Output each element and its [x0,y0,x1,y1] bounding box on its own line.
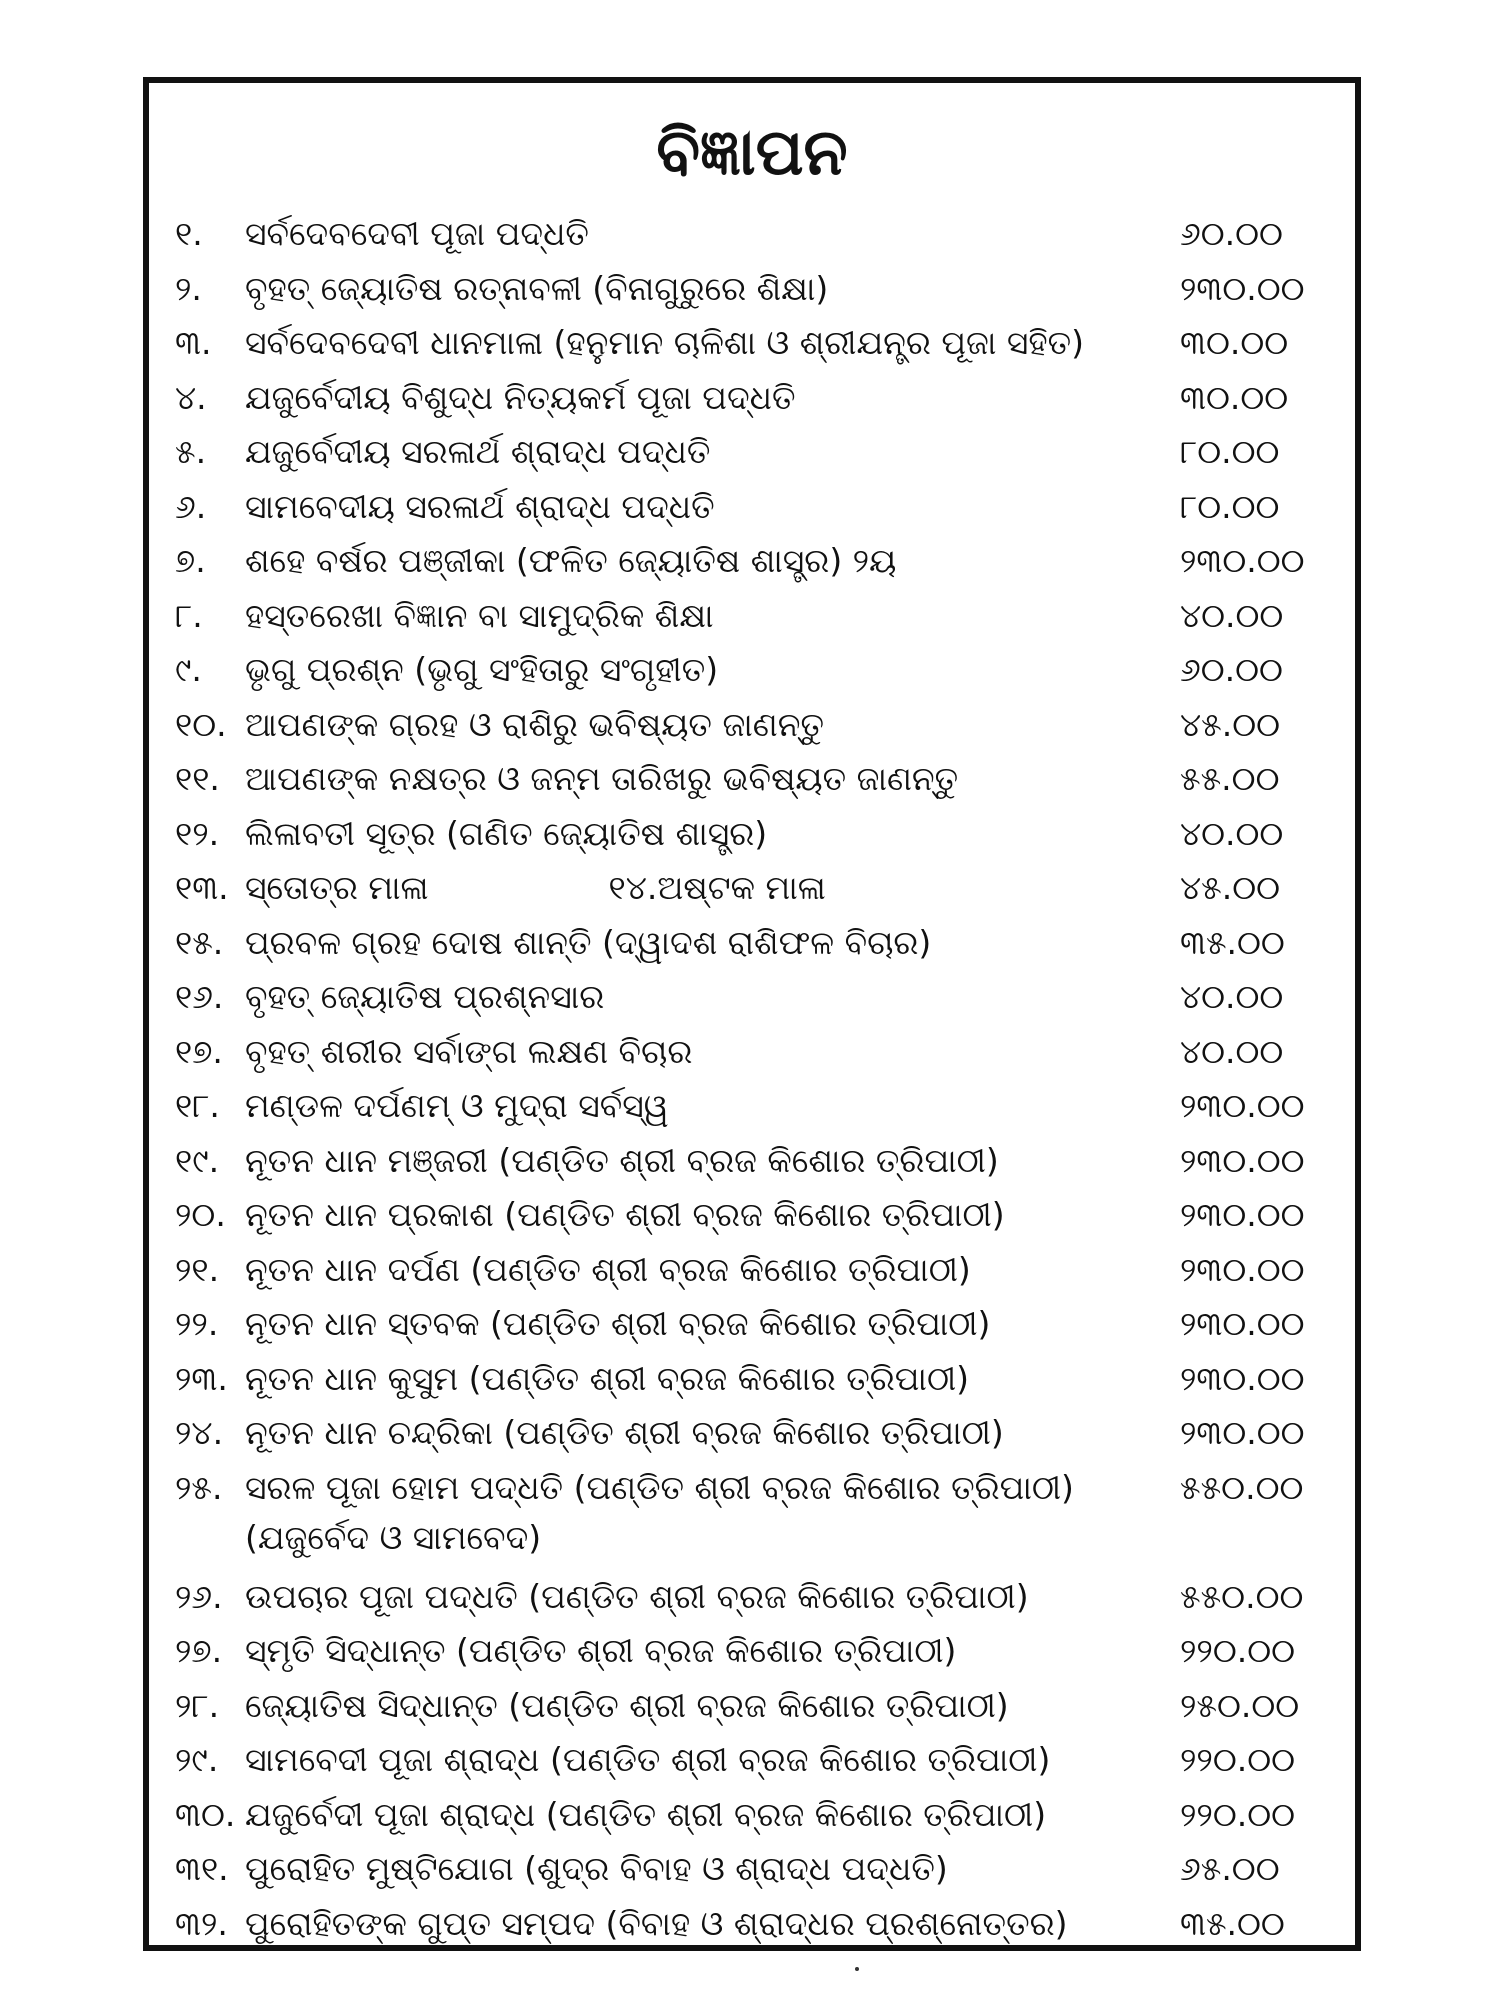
item-title-block [245,482,1170,532]
item-title: ଲିଳାବତୀ ସୂତ୍ର (ଗଣିତ ଜ୍ୟୋତିଷ ଶାସ୍ତ୍ର) [245,813,768,853]
item-price: ୨୩୦.୦୦ [1180,1086,1305,1125]
item-price: ୬୦.୦୦ [1180,650,1283,689]
item-title-block [245,318,1170,368]
item-number: ୨୭. [175,1631,223,1670]
item-title-block [245,1136,1170,1186]
item-price: ୨୩୦.୦୦ [1180,1413,1305,1452]
item-price: ୬୦.୦୦ [1180,214,1283,253]
item-price: ୩୦.୦୦ [1180,377,1289,417]
list-item [175,972,1335,1027]
item-number: ୮. [175,595,203,635]
item-number: ୧୫. [175,922,224,962]
item-title-block [245,1844,1170,1894]
item-title: ଯଜୁର୍ବେଦୀୟ ବିଶୁଦ୍ଧ ନିତ୍ୟକର୍ମ ପୂଜା ପଦ୍ଧତି [245,377,796,417]
list-item [175,536,1335,591]
item-number: ୨୧. [175,1249,220,1289]
item-price: ୨୨୦.୦୦ [1180,1794,1296,1834]
item-number: ୨୨. [175,1304,219,1343]
item-number: ୧୭. [175,1031,223,1071]
item-title: ପୁରୋହିତଙ୍କ ଗୁପ୍ତ ସମ୍ପଦ (ବିବାହ ଓ ଶ୍ରାଦ୍ଧର ପ୍ରଶ୍ନୋତ୍ତର) [245,1903,1068,1943]
list-item [175,264,1335,319]
list-item [175,373,1335,428]
item-number: ୨୪. [175,1413,224,1452]
item-title: ସ୍ମୃତି ସିଦ୍ଧାନ୍ତ (ପଣ୍ଡିତ ଶ୍ରୀ ବ୍ରଜ କିଶୋର ତ୍ରିପାଠୀ) [245,1631,957,1670]
item-number: ୨. [175,268,202,308]
item-title: ସ୍ତୋତ୍ର ମାଳା [245,868,429,907]
item-title-block [245,645,1170,695]
item-title: ମଣ୍ଡଳ ଦର୍ପଣମ୍ ଓ ମୁଦ୍ରା ସର୍ବସ୍ୱ [245,1086,669,1125]
list-item [175,1081,1335,1136]
item-number: ୫. [175,432,207,471]
list-item [175,1354,1335,1409]
item-title-block [245,918,1170,968]
advertisement-frame [143,77,1361,1951]
item-title: ପ୍ରବଳ ଗ୍ରହ ଦୋଷ ଶାନ୍ତି (ଦ୍ୱାଦଶ ରାଶିଫଳ ବିଚାର) [245,922,932,962]
list-item [175,700,1335,755]
item-price: ୨୩୦.୦୦ [1180,1195,1305,1234]
page-title: ବିଜ୍ଞାପନ [656,116,848,190]
item-number: ୧୧. [175,759,220,798]
list-item [175,1844,1335,1899]
list-item [175,1681,1335,1736]
list-item [175,1299,1335,1354]
item-number: ୧୨. [175,813,220,853]
item-title: ଭୃଗୁ ପ୍ରଶ୍ନ (ଭୃଗୁ ସଂହିତାରୁ ସଂଗୃହୀତ) [245,650,719,689]
item-title: ଆପଣଙ୍କ ନକ୍ଷତ୍ର ଓ ଜନ୍ମ ତାରିଖରୁ ଭବିଷ୍ୟତ ଜାଣନ୍ତୁ [245,759,959,798]
list-item [175,1136,1335,1191]
item-number: ୭. [175,541,206,580]
item-title-block [245,1463,1170,1563]
item-number: ୨୫. [175,1467,223,1507]
item-title-block [245,1245,1170,1295]
list-item [175,1735,1335,1790]
item-title-block [245,1681,1170,1731]
item-number: ୧୬. [175,977,224,1016]
item-number: ୬. [175,486,207,526]
item-title: ନୂତନ ଧାନ ଚନ୍ଦ୍ରିକା (ପଣ୍ଡିତ ଶ୍ରୀ ବ୍ରଜ କିଶୋର ତ୍ରିପାଠୀ) [245,1413,1004,1452]
item-title-block [245,1299,1170,1349]
item-title-block [245,1408,1170,1458]
item-title: ନୂତନ ଧାନ ଦର୍ପଣ (ପଣ୍ଡିତ ଶ୍ରୀ ବ୍ରଜ କିଶୋର ତ୍ରିପାଠୀ) [245,1249,971,1289]
item-price: ୨୩୦.୦୦ [1180,541,1305,580]
item-price: ୩୦.୦୦ [1180,323,1289,362]
item-title-line2: (ଯଜୁର୍ବେଦ ଓ ସାମବେଦ) [245,1517,542,1557]
item-title: ବୃହତ୍ ଜ୍ୟୋତିଷ ପ୍ରଶ୍ନସାର [245,977,605,1016]
item-title: ସାମବେଦୀୟ ସରଳାର୍ଥ ଶ୍ରାଦ୍ଧ ପଦ୍ଧତି [245,486,715,526]
item-price: ୪୦.୦୦ [1180,813,1284,853]
item-title: ନୂତନ ଧାନ ମଞ୍ଜରୀ (ପଣ୍ଡିତ ଶ୍ରୀ ବ୍ରଜ କିଶୋର ତ୍ରିପାଠୀ) [245,1140,999,1180]
item-title: ଉପଚାର ପୂଜା ପଦ୍ଧତି (ପଣ୍ଡିତ ଶ୍ରୀ ବ୍ରଜ କିଶୋର ତ୍ରିପାଠୀ) [245,1576,1029,1616]
item-number: ୧୩. [175,868,229,907]
list-item [175,809,1335,864]
item-price: ୬୫.୦୦ [1180,1849,1280,1888]
item-number: ୪. [175,377,207,417]
item-price: ୫୫୦.୦୦ [1180,1467,1304,1507]
item-number: ୧୦. [175,704,227,744]
item-number: ୨୦. [175,1195,226,1234]
item-price: ୩୫.୦୦ [1180,922,1285,962]
list-item [175,318,1335,373]
item-title-block [245,427,1170,477]
item-title: ଯଜୁର୍ବେଦୀୟ ସରଳାର୍ଥ ଶ୍ରାଦ୍ଧ ପଦ୍ଧତି [245,432,711,471]
item-number: ୨୩. [175,1358,228,1398]
item-number: ୧୯. [175,1140,220,1180]
list-item [175,1027,1335,1082]
list-item [175,1572,1335,1627]
item-title-block [245,591,1170,641]
item-price: ୨୩୦.୦୦ [1180,268,1305,308]
list-item [175,1626,1335,1681]
item-title: ଯଜୁର୍ବେଦୀ ପୂଜା ଶ୍ରାଦ୍ଧ (ପଣ୍ଡିତ ଶ୍ରୀ ବ୍ରଜ କିଶୋର ତ୍ରିପାଠୀ) [245,1794,1047,1834]
item-price: ୨୩୦.୦୦ [1180,1304,1305,1343]
item-title-block [245,863,1170,913]
item-number: ୨୯. [175,1740,219,1779]
item-title-block [245,1899,1170,1949]
item-title-secondary: ୧୪.ଅଷ୍ଟକ ମାଳା [608,868,826,907]
item-price: ୫୫୦.୦୦ [1180,1576,1304,1616]
item-title: ବୃହତ୍ ଜ୍ୟୋତିଷ ରତ୍ନାବଳୀ (ବିନାଗୁରୁରେ ଶିକ୍ଷା) [245,268,829,308]
item-price: ୪୦.୦୦ [1180,977,1284,1016]
item-title: ବୃହତ୍ ଶରୀର ସର୍ବାଙ୍ଗ ଲକ୍ଷଣ ବିଚାର [245,1031,693,1071]
list-item [175,427,1335,482]
item-title-block [245,700,1170,750]
item-price: ୨୩୦.୦୦ [1180,1140,1305,1180]
item-price: ୪୦.୦୦ [1180,595,1284,635]
item-title-block [245,1081,1170,1131]
item-title: ନୂତନ ଧାନ କୁସୁମ (ପଣ୍ଡିତ ଶ୍ରୀ ବ୍ରଜ କିଶୋର ତ୍ରିପାଠୀ) [245,1358,970,1398]
item-title: ନୂତନ ଧାନ ପ୍ରକାଶ (ପଣ୍ଡିତ ଶ୍ରୀ ବ୍ରଜ କିଶୋର ତ୍ରିପାଠୀ) [245,1195,1005,1234]
item-number: ୩. [175,323,212,362]
item-title-block [245,1027,1170,1077]
item-number: ୩୨. [175,1903,228,1943]
item-price: ୩୫.୦୦ [1180,1903,1285,1943]
item-number: ୩୦. [175,1794,236,1834]
item-title-block [245,754,1170,804]
list-item [175,1463,1335,1572]
item-price: ୨୨୦.୦୦ [1180,1631,1296,1670]
item-title: ସାମବେଦୀ ପୂଜା ଶ୍ରାଦ୍ଧ (ପଣ୍ଡିତ ଶ୍ରୀ ବ୍ରଜ କିଶୋର ତ୍ରିପାଠୀ) [245,1740,1051,1779]
item-title: ସର୍ବଦେବଦେବୀ ପୂଜା ପଦ୍ଧତି [245,214,589,253]
item-title: ନୂତନ ଧାନ ସ୍ତବକ (ପଣ୍ଡିତ ଶ୍ରୀ ବ୍ରଜ କିଶୋର ତ୍ରିପାଠୀ) [245,1304,991,1343]
item-number: ୨୮. [175,1685,220,1725]
list-item [175,863,1335,918]
list-item [175,209,1335,264]
list-item [175,1899,1335,1954]
item-price: ୪୦.୦୦ [1180,1031,1284,1071]
item-title: ସରଳ ପୂଜା ହୋମ ପଦ୍ଧତି (ପଣ୍ଡିତ ଶ୍ରୀ ବ୍ରଜ କିଶୋର ତ୍ରିପାଠୀ) [245,1467,1074,1507]
item-title: ପୁରୋହିତ ମୁଷ୍ଟିଯୋଗ (ଶୁଦ୍ର ବିବାହ ଓ ଶ୍ରାଦ୍ଧ ପଦ୍ଧତି) [245,1849,948,1888]
item-title: ହସ୍ତରେଖା ବିଜ୍ଞାନ ବା ସାମୁଦ୍ରିକ ଶିକ୍ଷା [245,595,714,635]
item-title: ଜ୍ୟୋତିଷ ସିଦ୍ଧାନ୍ତ (ପଣ୍ଡିତ ଶ୍ରୀ ବ୍ରଜ କିଶୋର ତ୍ରିପାଠୀ) [245,1685,1009,1725]
list-item [175,754,1335,809]
item-price: ୮୦.୦୦ [1180,486,1280,526]
item-title: ଶହେ ବର୍ଷର ପଞ୍ଜୀକା (ଫଳିତ ଜ୍ୟୋତିଷ ଶାସ୍ତ୍ର) ୨ୟ [245,541,897,580]
list-item [175,1245,1335,1300]
item-title-block [245,1735,1170,1785]
item-title-block [245,1626,1170,1676]
book-price-list [175,209,1335,1953]
item-price: ୪୫.୦୦ [1180,868,1281,907]
item-price: ୨୩୦.୦୦ [1180,1358,1305,1398]
item-title-block [245,1572,1170,1622]
list-item [175,591,1335,646]
item-price: ୨୫୦.୦୦ [1180,1685,1300,1725]
item-price: ୪୫.୦୦ [1180,704,1281,744]
item-number: ୧. [175,214,203,253]
item-price: ୮୦.୦୦ [1180,432,1280,471]
item-number: ୨୬. [175,1576,223,1616]
list-item [175,645,1335,700]
item-title-block [245,373,1170,423]
item-title-block [245,209,1170,259]
item-title-block [245,1790,1170,1840]
list-item [175,482,1335,537]
item-title: ସର୍ବଦେବଦେବୀ ଧାନମାଳା (ହନୁମାନ ଚାଳିଶା ଓ ଶ୍ରୀଯନ୍ତ୍ର ପୂଜା ସହିତ) [245,323,1085,362]
item-number: ୯. [175,650,202,689]
item-title: ଆପଣଙ୍କ ଗ୍ରହ ଓ ରାଶିରୁ ଭବିଷ୍ୟତ ଜାଣନ୍ତୁ [245,704,824,744]
print-speck [855,1967,859,1971]
item-title-block [245,972,1170,1022]
item-number: ୧୮. [175,1086,220,1125]
item-title-block [245,264,1170,314]
list-item [175,1790,1335,1845]
list-item [175,1190,1335,1245]
list-item [175,918,1335,973]
item-number: ୩୧. [175,1849,229,1888]
item-title-block [245,809,1170,859]
item-title-block [245,536,1170,586]
item-price: ୨୨୦.୦୦ [1180,1740,1296,1779]
item-title-block [245,1190,1170,1240]
item-title-block [245,1354,1170,1404]
item-price: ୨୩୦.୦୦ [1180,1249,1305,1289]
list-item [175,1408,1335,1463]
item-price: ୫୫.୦୦ [1180,759,1280,798]
